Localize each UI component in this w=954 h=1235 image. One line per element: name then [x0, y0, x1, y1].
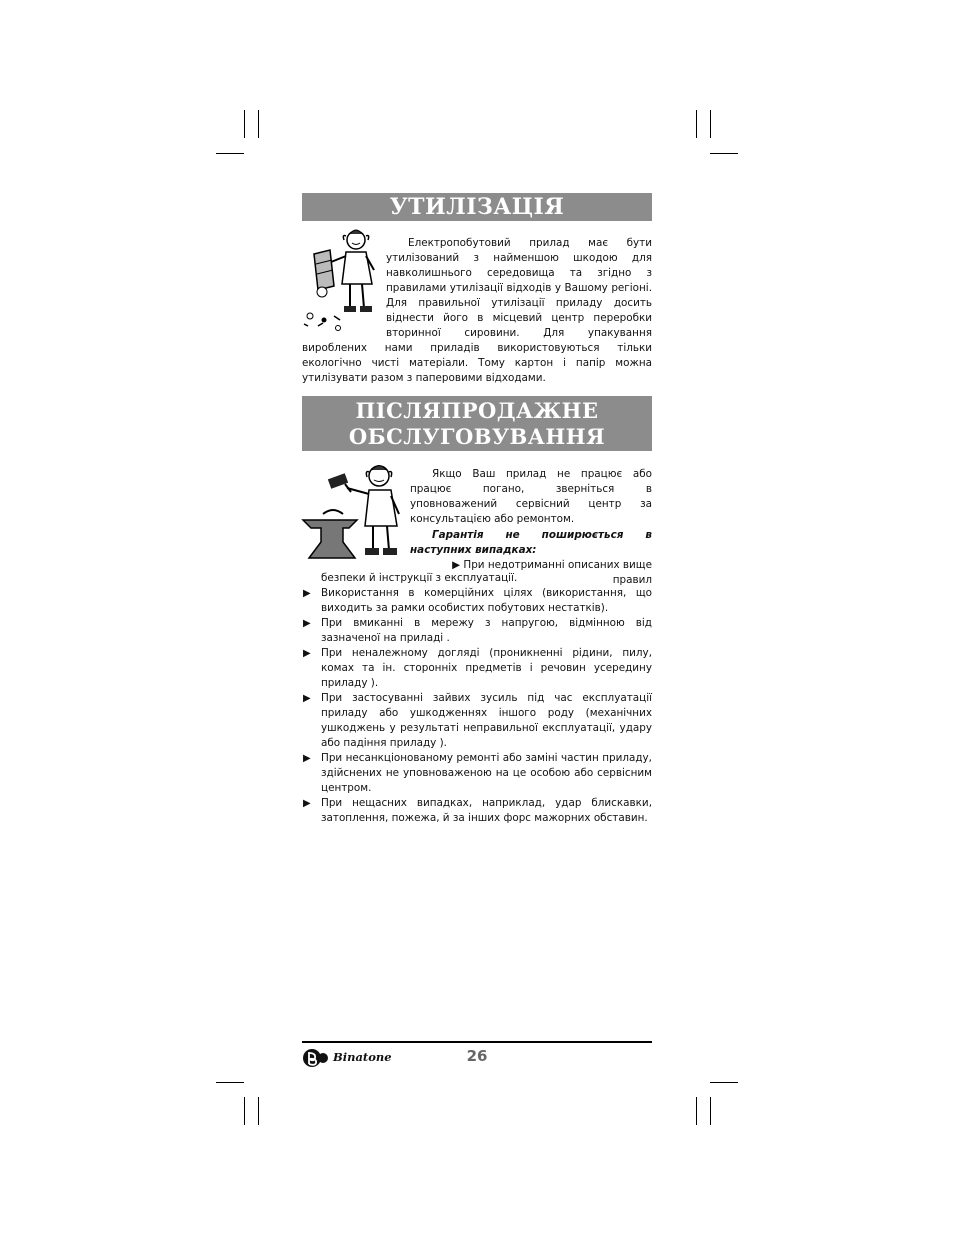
footer-rule [302, 1041, 652, 1043]
disposal-paragraph-full: вироблених нами приладів використовуються тільки екологічно чисті матеріали. Тому картон і папір можна утилізувати разом з паперовими відходами. [302, 342, 652, 384]
first-item-continuation: безпеки й інструкції з експлуатації. [321, 572, 518, 584]
warranty-exclusions-list [302, 571, 652, 826]
bullet-icon: ▶ [303, 618, 311, 629]
list-item [302, 616, 652, 646]
service-title-line1: ПІСЛЯПРОДАЖНЕ [355, 398, 599, 423]
repairman-illustration [299, 462, 407, 564]
service-title-line2: ОБСЛУГОВУВАННЯ [348, 424, 606, 449]
crop-mark [258, 110, 259, 138]
bullet-icon: ▶ [452, 559, 461, 571]
list-item [302, 751, 652, 796]
bullet-icon: ▶ [303, 753, 311, 764]
crop-mark [216, 153, 244, 154]
list-item [302, 796, 652, 826]
crop-mark [244, 1097, 245, 1125]
crop-mark [710, 153, 738, 154]
list-item-text: Використання в комерційних цілях (використання, що виходить за рамки особистих побутових нестатків). [321, 587, 652, 614]
list-item-text: При несанкціонованому ремонті або заміні частин приладу, здійснених не уповноваженою на це особою або сервісним центром. [321, 752, 652, 794]
brand-name: Binatone [333, 1050, 392, 1064]
recycling-man-illustration [300, 228, 382, 334]
disposal-text-full [302, 341, 652, 386]
crop-mark [710, 110, 711, 138]
page-number: 26 [466, 1047, 488, 1065]
list-item [302, 646, 652, 691]
bullet-icon: ▶ [303, 588, 311, 599]
bullet-icon: ▶ [303, 798, 311, 809]
crop-mark [696, 1097, 697, 1125]
warranty-heading: Гарантія не поширюється в наступних випадках: [410, 529, 652, 556]
service-intro-block [410, 467, 652, 588]
list-item-text: При застосуванні зайвих зусиль під час експлуатації приладу або ушкодженнях іншого роду (механічних ушкоджень у результаті неправильної експлуатації, удару або падіння приладу ). [321, 692, 652, 749]
disposal-paragraph-wrapped: Електропобутовий прилад має бути утилізований з найменшою шкодою для навколишнього середовища та згідно з правилами утилізації відходів у Вашому регіоні. Для правильної утилізації приладу досить віднести його в місцевий центр переробки вторинної сировини. Для упакування [386, 237, 652, 339]
crop-mark [216, 1082, 244, 1083]
first-item-part1: При недотриманні описаних вище правил [463, 559, 652, 586]
disposal-text-wrapped [386, 236, 652, 341]
crop-mark [710, 1082, 738, 1083]
section-title-disposal: УТИЛІЗАЦІЯ [302, 193, 652, 221]
list-item-text: При вмиканні в мережу з напругою, відмінною від зазначеної на приладі . [321, 617, 652, 644]
list-item [302, 691, 652, 751]
crop-mark [258, 1097, 259, 1125]
service-intro: Якщо Ваш прилад не працює або працює погано, зверніться в уповноважений сервісний центр за консультацією або ремонтом. [410, 468, 652, 525]
section-title-service [302, 396, 652, 451]
crop-mark [710, 1097, 711, 1125]
crop-mark [244, 110, 245, 138]
list-item-text: При неналежному догляді (проникненні рідини, пилу, комах та ін. сторонніх предметів і речовин усередину приладу ). [321, 647, 652, 689]
bullet-icon: ▶ [303, 648, 311, 659]
bullet-icon: ▶ [303, 693, 311, 704]
list-item [302, 586, 652, 616]
list-item-text: При нещасних випадках, наприклад, удар блискавки, затоплення, пожежа, й за інших форс мажорних обставин. [321, 797, 652, 824]
crop-mark [696, 110, 697, 138]
